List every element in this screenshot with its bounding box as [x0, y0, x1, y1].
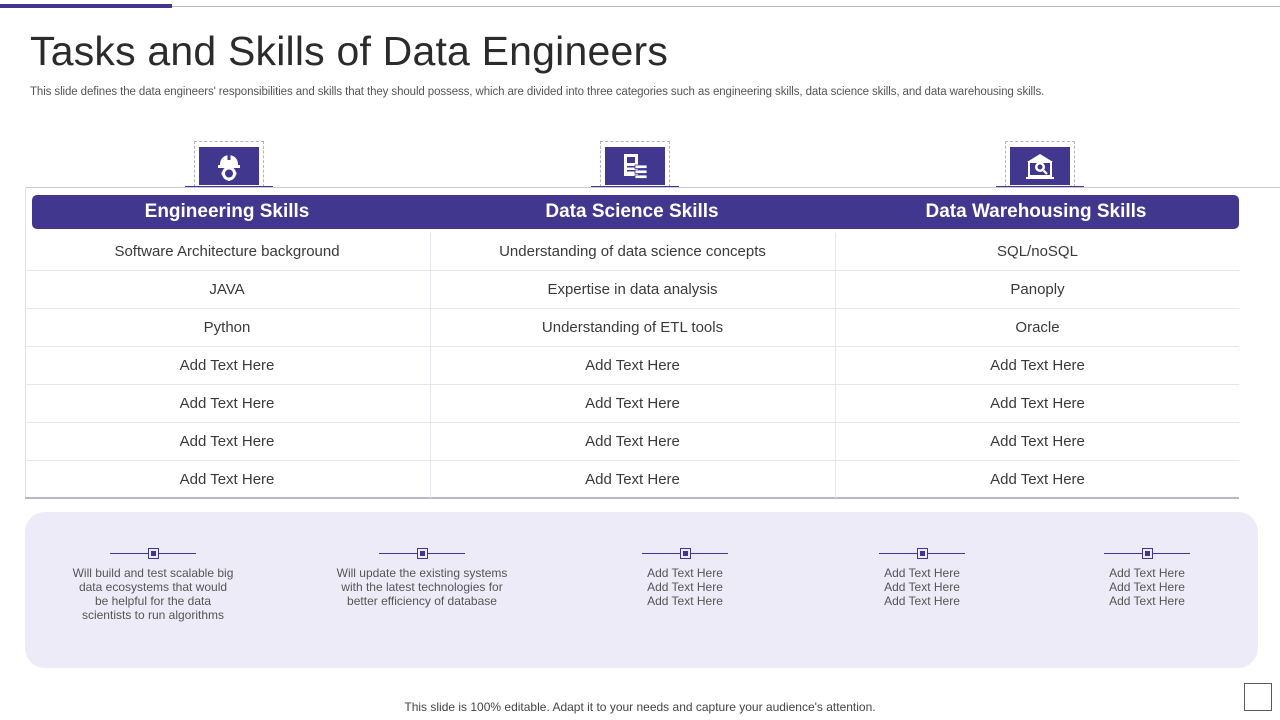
table-cell: Add Text Here [179, 471, 275, 488]
skills-table-body [25, 233, 1239, 499]
data-warehousing-icon-badge [996, 141, 1084, 188]
task-line: Add Text Here [1109, 566, 1185, 580]
table-cell: Add Text Here [430, 385, 834, 422]
page-title: Tasks and Skills of Data Engineers [30, 28, 669, 74]
task-item [827, 548, 1017, 608]
task-line: Add Text Here [647, 566, 723, 580]
table-cell: Add Text Here [179, 433, 275, 450]
table-header [32, 195, 1239, 229]
table-cell: Software Architecture background [114, 243, 340, 260]
task-marker-icon [1104, 548, 1190, 560]
table-cell: Add Text Here [835, 423, 1239, 460]
engineer-helmet-icon [214, 151, 244, 181]
table-cell: Understanding of data science concepts [430, 233, 834, 270]
table-cell: Oracle [835, 309, 1239, 346]
page-subtitle: This slide defines the data engineers' responsibilities and skills that they should possess, which are divided into three categories such as engineering skills, data science skills, and data warehousing skills. [30, 86, 1045, 98]
task-line: Will build and test scalable big [72, 566, 234, 580]
task-item [327, 548, 517, 608]
task-line: Add Text Here [1109, 580, 1185, 594]
top-accent-bar [0, 4, 172, 8]
table-cell: JAVA [209, 281, 245, 298]
table-cell: Add Text Here [835, 461, 1239, 498]
header-data-science-skills: Data Science Skills [545, 201, 719, 222]
table-row [25, 271, 1239, 309]
task-line: Add Text Here [1109, 594, 1185, 608]
table-cell: Python [203, 319, 251, 336]
table-cell: SQL/noSQL [835, 233, 1239, 270]
table-row [25, 423, 1239, 461]
table-row [25, 461, 1239, 499]
table-cell: Add Text Here [835, 385, 1239, 422]
table-row [25, 347, 1239, 385]
task-line: Add Text Here [884, 566, 960, 580]
engineering-icon-badge [185, 141, 273, 188]
task-line: with the latest technologies for [341, 580, 503, 594]
task-line: scientists to run algorithms [81, 608, 225, 622]
data-science-icon-badge [591, 141, 679, 188]
task-item [58, 548, 248, 622]
table-row [25, 233, 1239, 271]
table-cell: Add Text Here [430, 461, 834, 498]
task-marker-icon [110, 548, 196, 560]
table-top-line [25, 187, 1280, 188]
table-cell: Add Text Here [835, 347, 1239, 384]
table-cell: Understanding of ETL tools [430, 309, 834, 346]
task-line: Add Text Here [647, 580, 723, 594]
table-cell: Expertise in data analysis [430, 271, 834, 308]
header-data-warehousing-skills: Data Warehousing Skills [925, 201, 1147, 222]
task-line: better efficiency of database [347, 594, 497, 608]
task-item [1052, 548, 1242, 608]
task-item [590, 548, 780, 608]
footer-note: This slide is 100% editable. Adapt it to your needs and capture your audience's attention. [404, 700, 876, 714]
top-rule [0, 6, 1280, 7]
table-cell: Add Text Here [430, 423, 834, 460]
table-cell: Panoply [835, 271, 1239, 308]
data-warehouse-icon [1024, 151, 1056, 181]
task-marker-icon [879, 548, 965, 560]
task-line: Add Text Here [884, 594, 960, 608]
header-engineering-skills: Engineering Skills [144, 201, 310, 222]
task-line: data ecosystems that would [78, 580, 228, 594]
task-marker-icon [379, 548, 465, 560]
table-cell: Add Text Here [179, 395, 275, 412]
table-cell: Add Text Here [430, 347, 834, 384]
task-marker-icon [642, 548, 728, 560]
task-line: be helpful for the data [94, 594, 212, 608]
table-row [25, 309, 1239, 347]
data-document-icon [620, 151, 650, 181]
table-cell: Add Text Here [179, 357, 275, 374]
task-line: Add Text Here [647, 594, 723, 608]
table-row [25, 385, 1239, 423]
task-line: Will update the existing systems [336, 566, 508, 580]
corner-checkbox[interactable] [1244, 683, 1272, 711]
tasks-panel [25, 512, 1258, 668]
task-line: Add Text Here [884, 580, 960, 594]
